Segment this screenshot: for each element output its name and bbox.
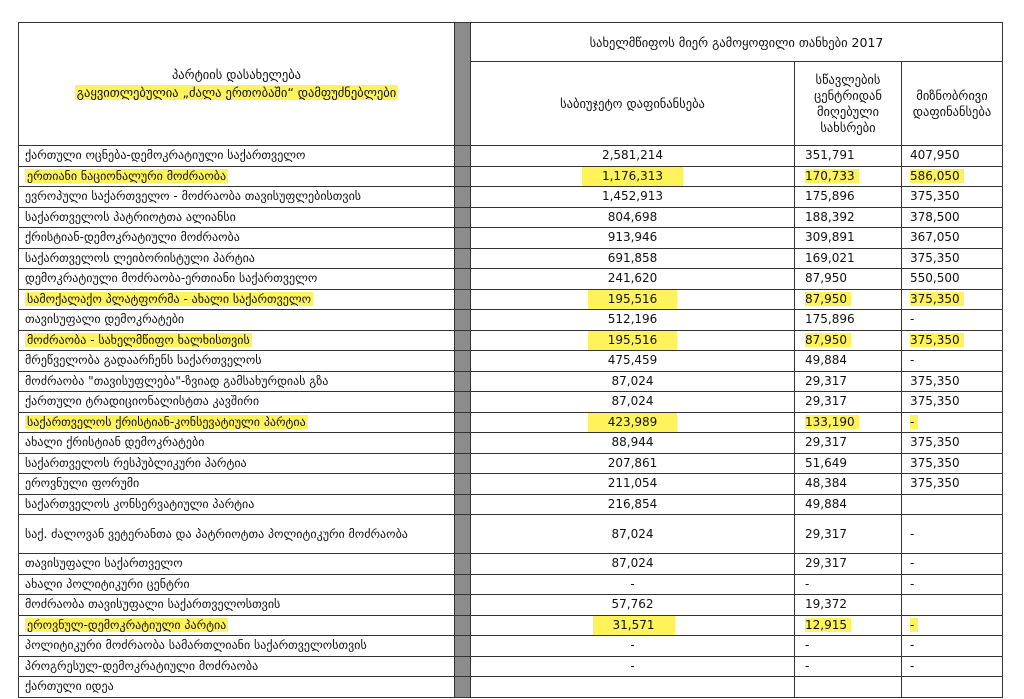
election-cell <box>795 166 902 187</box>
target-cell-text: 375,350 <box>910 333 964 347</box>
table-row <box>19 207 1003 228</box>
budget-cell-text: 87,024 <box>611 373 654 388</box>
separator-cell <box>455 289 471 310</box>
party-name-cell <box>19 146 455 167</box>
election-cell <box>795 615 902 636</box>
target-cell <box>902 677 1003 698</box>
separator-cell <box>455 412 471 433</box>
target-cell <box>902 269 1003 290</box>
table-row <box>19 371 1003 392</box>
separator-cell <box>455 494 471 515</box>
election-column-header: სწავლების ცენტრიდან მიღებული სახსრები <box>795 62 902 146</box>
party-name-cell <box>19 187 455 208</box>
budget-cell <box>471 187 795 208</box>
separator-cell <box>455 595 471 616</box>
election-cell-text: 309,891 <box>805 230 855 245</box>
election-cell <box>795 187 902 208</box>
party-name-cell-text: ქრისტიან-დემოკრატიული მოძრაობა <box>25 230 240 245</box>
party-name-cell <box>19 615 455 636</box>
party-name-cell-text: საქართველოს პატრიოტთა ალიანსი <box>25 209 236 224</box>
budget-cell <box>471 412 795 433</box>
party-name-cell-text: ახალი ქრისტიან დემოკრატები <box>25 435 205 450</box>
party-name-cell <box>19 207 455 228</box>
party-name-cell-text: მოძრაობა "თავისუფლება"-ზვიად გამსახურდიას გზა <box>25 373 329 388</box>
party-name-cell <box>19 677 455 698</box>
budget-cell-text: 195,516 <box>588 331 678 350</box>
election-cell <box>795 412 902 433</box>
table-row <box>19 615 1003 636</box>
party-name-cell <box>19 515 455 554</box>
party-name-cell-text: მრეწველობა გადაარჩენს საქართველოს <box>25 353 262 368</box>
separator-cell <box>455 248 471 269</box>
separator-column-header <box>455 23 471 146</box>
budget-cell-text: 512,196 <box>607 312 658 327</box>
target-cell-text: - <box>910 415 918 429</box>
budget-cell-text: 211,054 <box>607 476 658 491</box>
election-cell <box>795 453 902 474</box>
party-name-cell-text: მოძრაობა - სახელმწიფო ხალხისთვის <box>27 332 250 347</box>
election-cell <box>795 392 902 413</box>
table-row <box>19 166 1003 187</box>
target-cell <box>902 166 1003 187</box>
election-cell <box>795 595 902 616</box>
election-cell <box>795 554 902 575</box>
table-row <box>19 554 1003 575</box>
table-row <box>19 656 1003 677</box>
target-cell-text: 367,050 <box>910 230 960 245</box>
target-cell-text: 375,350 <box>910 373 960 388</box>
election-cell-text: 29,317 <box>805 556 847 571</box>
separator-cell <box>455 392 471 413</box>
funding-table <box>18 22 1003 698</box>
budget-cell <box>471 656 795 677</box>
table-row <box>19 228 1003 249</box>
separator-cell <box>455 615 471 636</box>
separator-cell <box>455 166 471 187</box>
party-name-cell <box>19 574 455 595</box>
separator-cell <box>455 677 471 698</box>
header-row-top <box>19 23 1003 62</box>
election-cell <box>795 207 902 228</box>
table-row <box>19 146 1003 167</box>
target-cell <box>902 248 1003 269</box>
budget-column-header: საბიუჯეტო დაფინანსება <box>471 62 795 146</box>
target-cell <box>902 595 1003 616</box>
party-name-cell-text: ეროვნულ-დემოკრატიული პარტია <box>27 617 227 632</box>
budget-cell-text: 913,946 <box>607 230 658 245</box>
target-cell <box>902 656 1003 677</box>
party-name-cell-text: თავისუფალი დემოკრატები <box>25 312 185 327</box>
target-cell-text: 375,350 <box>910 435 960 450</box>
election-cell <box>795 574 902 595</box>
party-name-cell-text: დემოკრატიული მოძრაობა-ერთიანი საქართველო <box>25 271 318 286</box>
party-name-cell <box>19 433 455 454</box>
target-cell-text: - <box>910 638 915 653</box>
target-cell <box>902 392 1003 413</box>
party-name-title: პარტიის დასახელება <box>171 67 302 82</box>
election-cell-text: 49,884 <box>805 353 847 368</box>
budget-cell <box>471 289 795 310</box>
budget-cell <box>471 615 795 636</box>
budget-cell <box>471 595 795 616</box>
table-row <box>19 595 1003 616</box>
budget-cell <box>471 515 795 554</box>
separator-cell <box>455 515 471 554</box>
budget-cell <box>471 330 795 351</box>
target-cell <box>902 636 1003 657</box>
budget-cell <box>471 574 795 595</box>
budget-cell-text: 31,571 <box>593 616 675 635</box>
party-name-cell-text: თავისუფალი საქართველო <box>25 556 183 571</box>
target-cell-text: - <box>910 312 915 327</box>
table-row <box>19 433 1003 454</box>
party-name-cell <box>19 453 455 474</box>
party-name-cell-text: სამოქალაქო პლატფორმა - ახალი საქართველო <box>27 291 312 306</box>
budget-cell <box>471 207 795 228</box>
separator-cell <box>455 207 471 228</box>
party-name-cell <box>19 248 455 269</box>
party-name-cell-text: საქართველოს ქრისტიან-კონსევატიული პარტია <box>27 414 306 429</box>
party-name-cell <box>19 554 455 575</box>
budget-cell-text: 804,698 <box>607 209 658 224</box>
target-cell <box>902 330 1003 351</box>
target-cell <box>902 515 1003 554</box>
budget-cell-text: 1,176,313 <box>582 167 683 186</box>
target-cell-text: 375,350 <box>910 250 960 265</box>
target-cell <box>902 412 1003 433</box>
election-cell <box>795 515 902 554</box>
budget-cell-text: 2,581,214 <box>601 148 664 163</box>
target-cell-text: 375,350 <box>910 455 960 470</box>
separator-cell <box>455 656 471 677</box>
budget-cell <box>471 166 795 187</box>
budget-cell-text: 691,858 <box>607 250 658 265</box>
election-cell-text: 351,791 <box>805 148 855 163</box>
budget-cell <box>471 146 795 167</box>
party-name-header <box>19 23 455 146</box>
separator-cell <box>455 187 471 208</box>
budget-cell <box>471 433 795 454</box>
party-name-cell-text: ევროპული საქართველო - მოძრაობა თავისუფლებისთვის <box>25 189 362 204</box>
party-name-cell <box>19 392 455 413</box>
party-name-cell <box>19 636 455 657</box>
election-cell-text: 29,317 <box>805 373 847 388</box>
budget-cell-text: 195,516 <box>588 290 678 309</box>
target-cell <box>902 574 1003 595</box>
budget-cell-text: 423,989 <box>588 413 678 432</box>
table-row <box>19 474 1003 495</box>
election-cell <box>795 146 902 167</box>
election-cell-text: 19,372 <box>805 597 847 612</box>
table-body <box>19 146 1003 698</box>
election-cell <box>795 228 902 249</box>
election-cell <box>795 310 902 331</box>
party-name-cell <box>19 289 455 310</box>
target-cell <box>902 453 1003 474</box>
target-cell-text: 586,050 <box>910 169 964 183</box>
party-name-cell-text: ქართული ტრადიციონალისტთა კავშირი <box>25 394 260 409</box>
target-column-header: მიზნობრივი დაფინანსება <box>902 62 1003 146</box>
party-name-cell-text: ერთიანი ნაციონალური მოძრაობა <box>27 168 227 183</box>
party-name-cell <box>19 166 455 187</box>
separator-cell <box>455 330 471 351</box>
table-row <box>19 515 1003 554</box>
budget-cell <box>471 371 795 392</box>
party-name-cell-text: საქართველოს რესპუბლიკური პარტია <box>25 455 247 470</box>
election-cell-text: 29,317 <box>805 435 847 450</box>
table-row <box>19 412 1003 433</box>
election-cell <box>795 330 902 351</box>
table-row <box>19 289 1003 310</box>
separator-cell <box>455 636 471 657</box>
budget-cell <box>471 453 795 474</box>
budget-cell-text: 241,620 <box>607 271 658 286</box>
target-cell <box>902 494 1003 515</box>
party-name-cell <box>19 269 455 290</box>
budget-cell <box>471 269 795 290</box>
budget-cell <box>471 677 795 698</box>
party-name-cell-text: ახალი პოლიტიკური ცენტრი <box>25 576 190 591</box>
party-name-cell <box>19 330 455 351</box>
target-cell-text: 375,350 <box>910 394 960 409</box>
target-cell-text: - <box>910 658 915 673</box>
table-row <box>19 574 1003 595</box>
separator-cell <box>455 351 471 372</box>
budget-cell <box>471 351 795 372</box>
group-header: სახელმწიფოს მიერ გამოყოფილი თანხები 2017 <box>471 23 1003 62</box>
separator-cell <box>455 474 471 495</box>
table-row <box>19 677 1003 698</box>
budget-cell <box>471 474 795 495</box>
budget-cell-text: - <box>630 576 635 591</box>
target-cell <box>902 207 1003 228</box>
party-name-cell <box>19 371 455 392</box>
target-cell <box>902 371 1003 392</box>
election-cell-text: 87,950 <box>805 271 847 286</box>
target-cell <box>902 615 1003 636</box>
budget-cell-text: 87,024 <box>611 526 654 541</box>
budget-cell <box>471 554 795 575</box>
table-row <box>19 636 1003 657</box>
election-cell-text: 87,950 <box>805 333 851 347</box>
party-name-cell-text: საქართველოს კონსერვატიული პარტია <box>25 496 255 511</box>
party-name-cell-text: საქ. ძალოვან ვეტერანთა და პატრიოტთა პოლიტიკური მოძრაობა <box>25 527 408 541</box>
election-cell-text: 175,896 <box>805 189 855 204</box>
election-cell-text: 49,884 <box>805 496 847 511</box>
party-name-cell <box>19 494 455 515</box>
budget-cell-text: 88,944 <box>611 435 654 450</box>
election-cell <box>795 677 902 698</box>
separator-cell <box>455 574 471 595</box>
target-cell-text: 550,500 <box>910 271 960 286</box>
target-cell-text: - <box>910 576 915 591</box>
election-cell <box>795 636 902 657</box>
election-cell-text: 133,190 <box>805 415 859 429</box>
election-cell <box>795 269 902 290</box>
target-cell <box>902 554 1003 575</box>
election-cell-text: - <box>805 576 810 591</box>
table-row <box>19 453 1003 474</box>
election-cell-text: 169,021 <box>805 250 855 265</box>
election-cell <box>795 371 902 392</box>
budget-cell-text: 216,854 <box>607 496 658 511</box>
party-name-cell-text: ეროვნული ფორუმი <box>25 476 140 491</box>
separator-cell <box>455 146 471 167</box>
election-cell <box>795 433 902 454</box>
election-cell <box>795 248 902 269</box>
election-cell-text: 175,896 <box>805 312 855 327</box>
separator-cell <box>455 310 471 331</box>
party-name-cell <box>19 412 455 433</box>
budget-cell <box>471 636 795 657</box>
target-cell-text: - <box>910 556 915 571</box>
target-cell <box>902 474 1003 495</box>
target-cell <box>902 289 1003 310</box>
budget-cell-text: 87,024 <box>611 556 654 571</box>
budget-cell-text: 87,024 <box>611 394 654 409</box>
election-cell-text: 12,915 <box>805 618 851 632</box>
target-cell-text: - <box>910 526 915 541</box>
table-row <box>19 269 1003 290</box>
target-cell-text: 378,500 <box>910 209 960 224</box>
party-name-cell <box>19 595 455 616</box>
target-cell <box>902 433 1003 454</box>
election-cell <box>795 656 902 677</box>
election-cell <box>795 289 902 310</box>
party-name-cell-text: საქართველოს ლეიბორისტული პარტია <box>25 250 255 265</box>
target-cell <box>902 228 1003 249</box>
party-name-cell <box>19 656 455 677</box>
election-cell-text: 87,950 <box>805 292 851 306</box>
election-cell-text: - <box>805 658 810 673</box>
budget-cell-text: 207,861 <box>607 455 658 470</box>
party-name-cell-text: მოძრაობა თავისუფალი საქართველოსთვის <box>25 597 281 612</box>
party-name-cell <box>19 228 455 249</box>
budget-cell <box>471 392 795 413</box>
table-row <box>19 330 1003 351</box>
table-row <box>19 494 1003 515</box>
budget-cell-text: 475,459 <box>607 353 658 368</box>
election-cell-text: 170,733 <box>805 169 859 183</box>
budget-cell-text: 1,452,913 <box>601 189 664 204</box>
target-cell-text: - <box>910 353 915 368</box>
funding-table-container <box>18 22 1003 698</box>
separator-cell <box>455 453 471 474</box>
party-name-subtitle: გაყვითლებულია „ძალა ერთობაში“ დამფუძნებლები <box>76 85 397 100</box>
separator-cell <box>455 371 471 392</box>
budget-cell-text: 57,762 <box>611 597 654 612</box>
target-cell <box>902 351 1003 372</box>
party-name-cell-text: ქართული იდეა <box>25 679 114 694</box>
party-name-cell <box>19 310 455 331</box>
party-name-cell-text: პროგრესულ-დემოკრატიული მოძრაობა <box>25 658 259 673</box>
table-row <box>19 392 1003 413</box>
target-cell <box>902 310 1003 331</box>
election-cell <box>795 351 902 372</box>
budget-cell-text: - <box>630 658 635 673</box>
separator-cell <box>455 269 471 290</box>
budget-cell <box>471 228 795 249</box>
separator-cell <box>455 554 471 575</box>
budget-cell <box>471 494 795 515</box>
election-cell-text: 48,384 <box>805 476 847 491</box>
party-name-cell <box>19 351 455 372</box>
budget-cell <box>471 248 795 269</box>
election-cell-text: 51,649 <box>805 455 847 470</box>
target-cell <box>902 187 1003 208</box>
table-row <box>19 187 1003 208</box>
separator-cell <box>455 228 471 249</box>
table-row <box>19 248 1003 269</box>
election-cell-text: 188,392 <box>805 209 855 224</box>
separator-cell <box>455 433 471 454</box>
election-cell-text: 29,317 <box>805 526 847 541</box>
target-cell-text: 375,350 <box>910 292 964 306</box>
election-cell <box>795 474 902 495</box>
election-cell-text: 29,317 <box>805 394 847 409</box>
budget-cell-text: - <box>630 638 635 653</box>
election-cell-text: - <box>805 638 810 653</box>
target-cell-text: 375,350 <box>910 189 960 204</box>
party-name-cell-text: ქართული ოცნება-დემოკრატიული საქართველო <box>25 148 306 163</box>
table-row <box>19 310 1003 331</box>
party-name-cell-text: პოლიტიკური მოძრაობა სამართლიანი საქართველოსთვის <box>25 638 367 653</box>
party-name-cell <box>19 474 455 495</box>
budget-cell <box>471 310 795 331</box>
target-cell-text: 407,950 <box>910 148 960 163</box>
target-cell-text: - <box>910 618 918 632</box>
target-cell <box>902 146 1003 167</box>
table-row <box>19 351 1003 372</box>
election-cell <box>795 494 902 515</box>
target-cell-text: 375,350 <box>910 476 960 491</box>
